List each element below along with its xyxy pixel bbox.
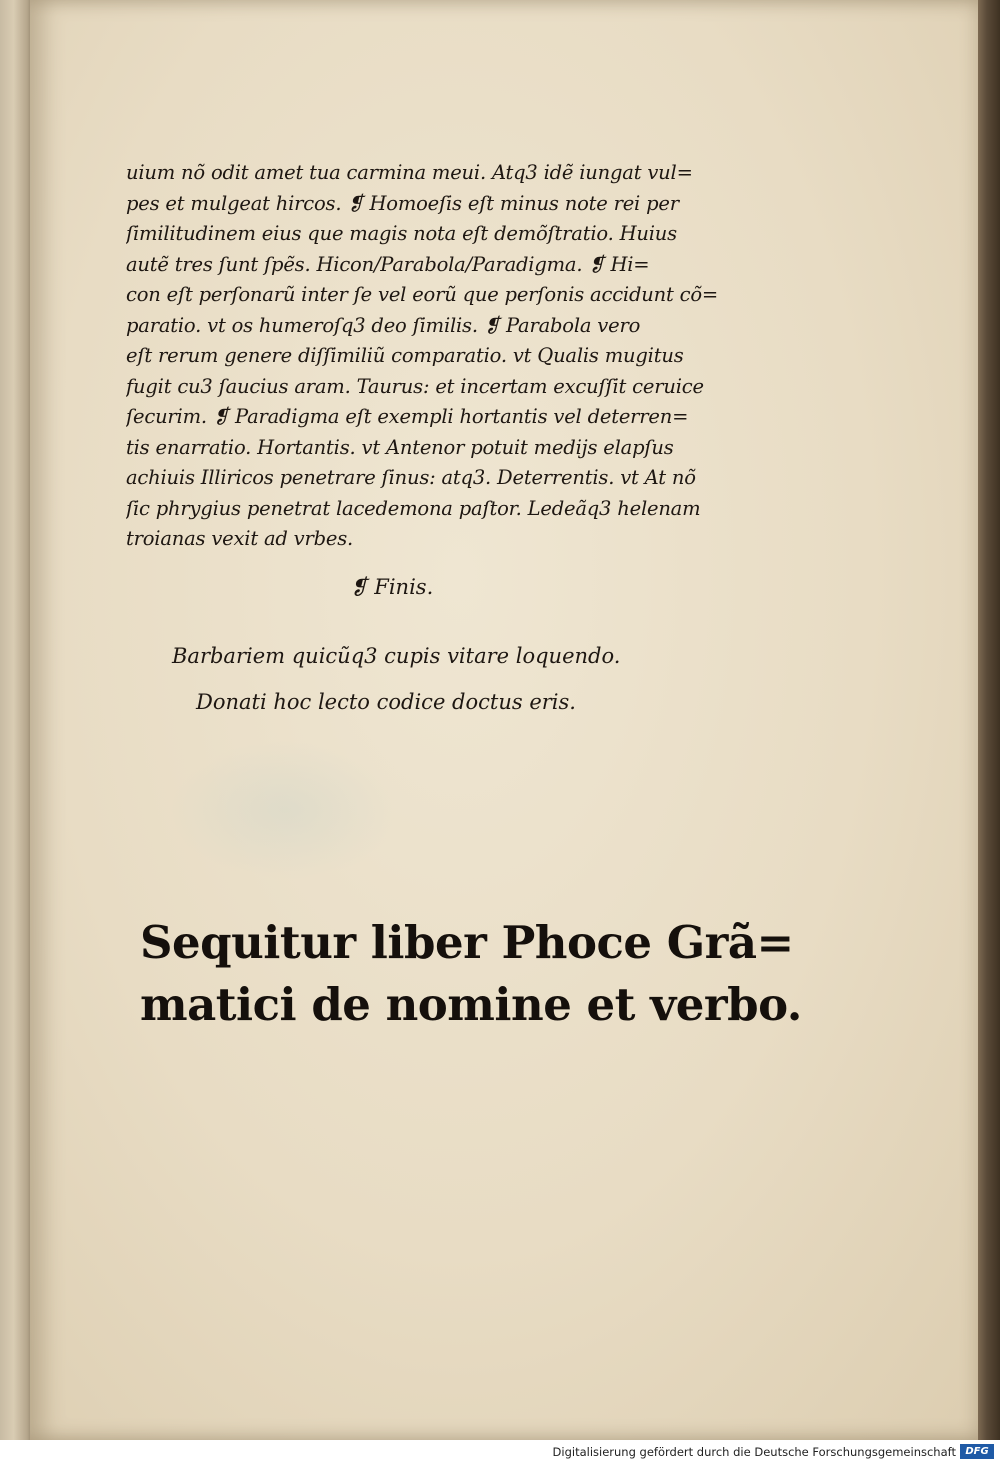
body-line: con eſt perſonarũ inter ſe vel eorũ que perſonis accidunt cõ=	[126, 283, 718, 306]
body-text-block	[126, 158, 741, 555]
body-line: achiuis Illiricos penetrare ſinus: atq3. Deterrentis. vt At nõ	[126, 466, 696, 489]
binding-right-edge	[978, 0, 1000, 1440]
body-line: troianas vexit ad vrbes.	[126, 527, 354, 550]
section-heading	[140, 912, 802, 1036]
body-line: tis enarratio. Hortantis. vt Antenor potuit medijs elapſus	[126, 435, 674, 459]
body-line: ſic phrygius penetrat lacedemona paſtor. Ledeãq3 helenam	[126, 496, 701, 520]
verse-line-1: Barbariem quicũq3 cupis vitare loquendo.	[172, 644, 621, 668]
body-line: autẽ tres ſunt ſpẽs. Hicon/Parabola/Paradigma. ❡ Hi=	[126, 252, 650, 276]
body-line: fugit cu3 ſaucius aram. Taurus: et incertam excuſſit ceruice	[126, 374, 704, 398]
body-line: ſecurim. ❡ Paradigma eſt exempli hortantis vel deterren=	[126, 405, 689, 428]
body-line: eſt rerum genere diſſimiliũ comparatio. vt Qualis mugitus	[126, 344, 684, 367]
heading-line-1: Sequitur liber Phoce Grã=	[140, 916, 794, 969]
body-line: uium nõ odit amet tua carmina meui. Atq3 idẽ iungat vul=	[126, 161, 693, 184]
page-stain	[170, 740, 400, 880]
body-line: paratio. vt os humeroſq3 deo ſimilis. ❡ Parabola vero	[126, 313, 641, 337]
footer-bar	[0, 1440, 1000, 1464]
finis-mark: ❡ Finis.	[350, 575, 434, 599]
footer-credit: Digitalisierung gefördert durch die Deutsche Forschungsgemeinschaft	[552, 1445, 956, 1459]
heading-line-2: matici de nomine et verbo.	[140, 978, 802, 1031]
dfg-logo-icon: DFG	[960, 1444, 994, 1459]
body-line: ſimilitudinem eius que magis nota eſt demõſtratio. Huius	[126, 222, 677, 245]
binding-left-edge	[0, 0, 34, 1440]
body-line: pes et mulgeat hircos. ❡ Homoeſis eſt minus note rei per	[126, 191, 679, 215]
verse-line-2: Donati hoc lecto codice doctus eris.	[196, 690, 576, 714]
